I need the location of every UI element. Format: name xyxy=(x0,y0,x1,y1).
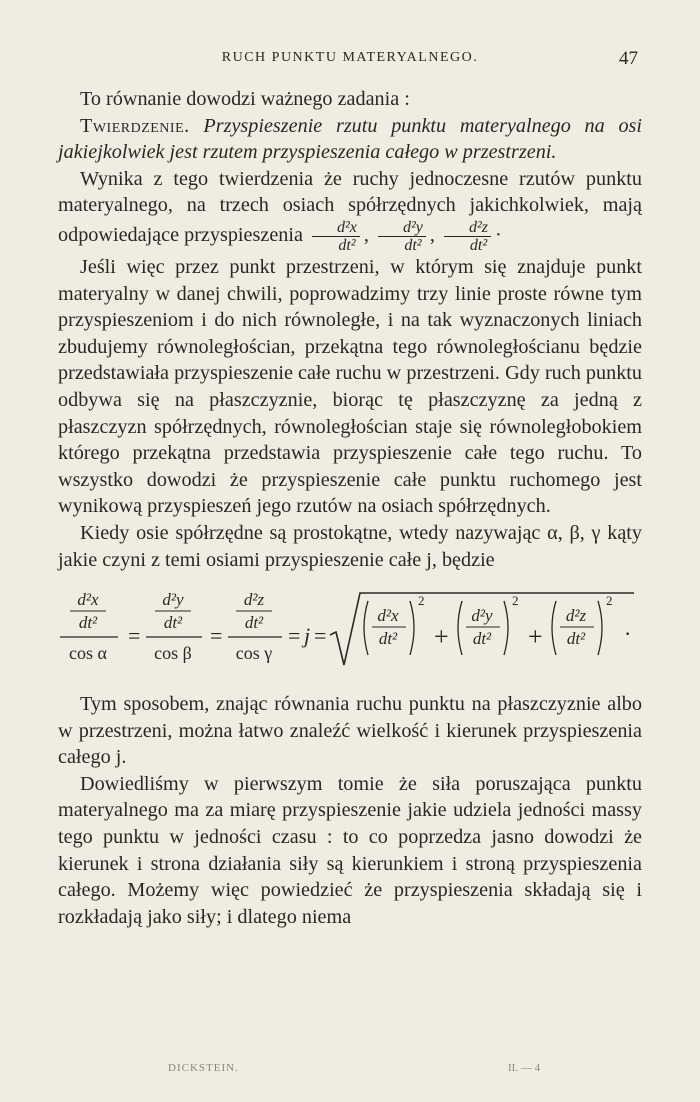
exp-x: 2 xyxy=(418,593,425,609)
page-header xyxy=(0,48,700,72)
running-head: RUCH PUNKTU MATERYALNEGO. xyxy=(221,50,479,65)
paragraph-3-text: Wynika z tego twierdzenia że ruchy jednoczesne rzutów punktu materyalnego, na trzech osiach spółrzędnych jakichkolwiek, mają odpowiedające przyspieszenia xyxy=(58,167,642,247)
eq-equals-1: = xyxy=(128,623,141,649)
paragraph-6: Tym sposobem, znając równania ruchu punktu na płaszczyznie albo w przestrzeni, można łatwo znaleźć wielkość i kierunek przyspieszenia całego j. xyxy=(58,693,642,769)
inline-fraction-x: $\frac{\text{d²x}}{\text{dt²}}$ xyxy=(311,219,361,254)
paragraph-5: Kiedy osie spółrzędne są prostokątne, wtedy nazywając α, β, γ kąty jakie czyni z temi osiami przyspieszenie całe j, będzie xyxy=(58,521,642,571)
page-body xyxy=(58,86,642,930)
rad-den-z: dt² xyxy=(566,629,586,649)
plus-1: + xyxy=(434,622,449,652)
rad-num-x: d²x xyxy=(377,606,399,626)
paren-close-z xyxy=(598,601,602,655)
paren-close-x xyxy=(410,601,414,655)
eq-dt2-2: dt² xyxy=(163,613,183,633)
eq-end-dot: · xyxy=(624,621,632,647)
paragraph-3: Wynika z tego twierdzenia że ruchy jednoczesne rzutów punktu materyalnego, na trzech osiach spółrzędnych jakichkolwiek, mają odpowiedające przyspieszenia $\frac{\text{d²x}}{\text{dt²}}$ , $\frac{\text{d²y}}{\text{dt²}}$ , $\frac{\text{d²z}}{\text{dt²}}$ · xyxy=(58,167,642,254)
plus-2: + xyxy=(528,622,543,652)
rad-num-z: d²z xyxy=(565,606,587,626)
equation-svg xyxy=(58,577,642,685)
theorem-label: Twierdzenie. xyxy=(80,114,190,137)
signature-left: DICKSTEIN. xyxy=(168,1062,239,1074)
paragraph-4: Jeśli więc przez punkt przestrzeni, w którym się znajduje punkt materyalny w danej chwili, poprowadzimy trzy linie proste równe tym przyspieszeniom i do nich równoległe, i na tak wyznaczonych liniach zbudujemy równoległościan, przekątna tego równoległościanu będzie przedstawiała przyspieszenie całe ruchu w przestrzeni. Gdy ruch punktu odbywa się na płaszczyznie, biorąc tę płaszczyznę za jedną z płaszczyzn spółrzędnych, równoległościan staje się równoległobokiem którego przekątna przedstawia przyspieszenie całe tego ruchu. To wszystko dowodzi że przyspieszenie całe punktu ruchomego jest wynikową przyspieszeń jego rzutów na osiach spółrzędnych. xyxy=(58,255,642,518)
paragraph-7: Dowiedliśmy w pierwszym tomie że siła poruszająca punktu materyalnego ma za miarę przyspieszenie jakie udziela jedności massy tego punktu w jedności czasu : to co poprzedza jasno dowodzi że kierunek i strona działania siły są kierunkiem i stroną przyspieszenia całego. Możemy więc powiedzieć że przyspieszenia składają się i rozkładają jako siły; i dlatego niema xyxy=(58,772,642,928)
rad-den-x: dt² xyxy=(378,629,398,649)
rad-den-y: dt² xyxy=(472,629,492,649)
eq-cos-beta: cos β xyxy=(154,643,192,664)
eq-num-y: d²y xyxy=(162,590,184,610)
paren-open-z xyxy=(552,601,556,655)
paren-open-x xyxy=(364,601,368,655)
paragraph-1: To równanie dowodzi ważnego zadania : xyxy=(80,88,410,110)
inline-fraction-z: $\frac{\text{d²z}}{\text{dt²}}$ xyxy=(443,219,492,254)
page-number: 47 xyxy=(619,48,638,69)
eq-dt2-3: dt² xyxy=(244,613,264,633)
eq-num-z: d²z xyxy=(243,590,265,610)
eq-cos-alpha: cos α xyxy=(69,643,107,664)
exp-y: 2 xyxy=(512,593,519,609)
exp-z: 2 xyxy=(606,593,613,609)
eq-dt2-1: dt² xyxy=(78,613,98,633)
rad-num-y: d²y xyxy=(471,606,493,626)
theorem-paragraph xyxy=(58,113,642,166)
paren-close-y xyxy=(504,601,508,655)
eq-num-x: d²x xyxy=(77,590,99,610)
inline-fraction-y: $\frac{\text{d²y}}{\text{dt²}}$ xyxy=(377,219,427,254)
eq-j: j xyxy=(304,623,311,649)
eq-cos-gamma: cos γ xyxy=(235,643,273,664)
eq-equals-2: = xyxy=(210,623,223,649)
paren-open-y xyxy=(458,601,462,655)
signature-line xyxy=(0,1062,700,1082)
signature-right: II. — 4 xyxy=(508,1062,541,1074)
theorem-text: Przyspieszenie rzutu punktu materyalnego na osi jakiejkolwiek jest rzutem przyspieszenia całego w przestrzeni. xyxy=(58,114,643,164)
eq-equals-3: = xyxy=(288,623,301,649)
eq-equals-4: = xyxy=(314,623,327,649)
display-equation xyxy=(58,577,642,685)
